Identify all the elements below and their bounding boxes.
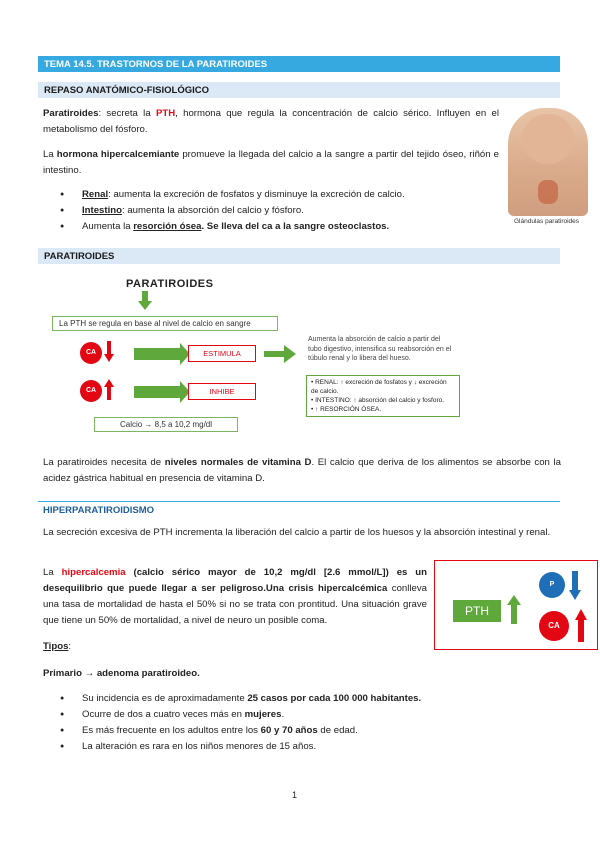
paragraph-vitamina-d [43,455,561,487]
primario-heading: Primario → adenoma paratiroideo. [43,668,200,679]
note-line: túbulo renal y lo libera del hueso. [308,355,411,362]
estimula-box: ESTIMULA [188,345,256,362]
calcium-circle-high: CA [80,380,102,402]
phosphorus-circle: P [539,572,565,598]
arrow-right-icon [264,345,296,363]
regulation-box: La PTH se regula en base al nivel de calcio en sangre [52,316,278,331]
text-fragment: (calcio sérico mayor de 10,2 mg/dl [2.6 mmol/L]) es un desequilibrio que puede llegar a ser peligroso. [43,567,428,594]
green-arrow-icon [134,386,180,398]
primario-list [60,691,421,755]
list-item [60,187,405,203]
section-divider [38,501,560,502]
list-item [60,203,405,219]
arrow-down-blue-icon [569,571,581,601]
diagram-title: PARATIROIDES [126,278,214,290]
list-item-text: : aumenta la excreción de fosfatos y disminuye la excreción de calcio. [108,189,405,200]
arrow-up-green-icon [507,595,521,625]
text-fragment: . El calcio que deriva de los alimentos se absorbe con la acidez gástrica habitual en presencia de vitamina D. [43,457,561,484]
paragraph-paratiroides [43,106,499,138]
tipos-heading: Tipos: [43,641,72,652]
list-item-emphasis: mujeres [244,709,282,720]
effect-note [308,335,451,364]
list-item [60,691,421,707]
term-crisis: Una crisis hipercalcémica [265,583,388,594]
pth-label: PTH [453,600,501,622]
arrow-up-red-icon [575,609,587,643]
note-line: tubo digestivo, intensifica su reabsorción en el [308,345,452,353]
section-heading-hiper: HIPERPARATIROIDISMO [43,505,155,516]
list-item [60,219,405,235]
section-heading-repaso: REPASO ANATÓMICO-FISIOLÓGICO [38,82,560,98]
list-item-text: Aumenta la [82,221,134,232]
neck-illustration [508,108,588,216]
term-hipercalcemia: hipercalcemia [61,567,126,578]
tipos-label: Tipos [43,641,69,652]
list-item-text: Su incidencia es de aproximadamente [82,693,248,704]
list-item-label: Intestino [82,205,122,216]
list-item-text: Ocurre de dos a cuatro veces más en [82,709,245,720]
term-paratiroides: Paratiroides [43,108,99,119]
list-item-emphasis: 25 casos por cada 100 000 habitantes. [247,693,422,704]
arrow-down-icon [138,291,152,311]
arrow-up-red-icon [104,379,114,401]
list-item-text: La alteración es rara en los niños menores de 15 años. [82,741,317,752]
paragraph-hormona [43,147,499,179]
page-title: TEMA 14.5. TRASTORNOS DE LA PARATIROIDES [38,56,560,72]
pth-summary-box [434,560,598,650]
list-item-text: : aumenta la absorción del calcio y fósforo. [121,205,304,216]
text-fragment: conlleva una tasa de mortalidad de hasta el 50% si no se trata con prontitud. Una situación grave que tiene un 50% de mortalidad, a nivel de neuro un posible coma. [43,583,427,626]
paragraph-secrecion: La secreción excesiva de PTH incrementa la liberación del calcio a partir de los huesos y la absorción intestinal y renal. [43,527,551,538]
list-item-label: resorción ósea [133,221,202,232]
list-item-emphasis: 60 y 70 años [260,725,318,736]
text-fragment: : secreta la [98,108,156,119]
chin-shape [522,114,574,164]
figure-caption: Glándulas paratiroides [514,218,580,225]
effect-line: • INTESTINO: ↑ absorción del calcio y fosforo. [311,397,445,404]
function-list [60,187,405,235]
text-fragment: La [43,149,57,160]
list-item-label: Renal [82,189,109,200]
calcium-circle: CA [539,611,569,641]
parathyroid-gland [538,180,558,204]
list-item [60,739,421,755]
text-fragment: , hormona que regula la concentración de calcio sérico. Influyen en el metabolismo del fósforo. [43,108,499,135]
arrow-down-red-icon [104,341,114,363]
list-item [60,707,421,723]
list-item [60,723,421,739]
effects-box [306,375,460,417]
list-item-text: de edad. [317,725,358,736]
paragraph-hipercalcemia [43,565,427,629]
effect-line: • RENAL: ↑ excreción de fosfatos y ↓ excreción de calcio. [311,379,447,395]
inhibe-box: INHIBE [188,383,256,400]
list-item-text: Es más frecuente en los adultos entre los [82,725,261,736]
effect-line: • ↑ RESORCIÓN ÓSEA. [311,406,382,413]
text-fragment: La paratiroides necesita de [43,457,165,468]
calcium-circle-low: CA [80,342,102,364]
page-number: 1 [292,790,298,800]
text-fragment: La [43,567,62,578]
term-pth: PTH [155,108,176,119]
text-fragment: promueve la llegada del calcio a la sangre a partir del tejido óseo, riñón e intestino. [43,149,500,176]
term-hormona: hormona hipercalcemiante [56,149,180,160]
list-item-text: . [281,709,285,720]
calcium-range-box: Calcio → 8,5 a 10,2 mg/dl [94,417,238,432]
regulation-diagram [38,271,468,439]
section-heading-paratiroides: PARATIROIDES [38,248,560,264]
term-vitamina-d: niveles normales de vitamina D [164,457,312,468]
list-item-text: . Se lleva del ca a la sangre osteoclastos. [201,221,390,232]
note-line: Aumenta la absorción de calcio a partir del [308,336,441,343]
green-arrow-icon [134,348,180,360]
